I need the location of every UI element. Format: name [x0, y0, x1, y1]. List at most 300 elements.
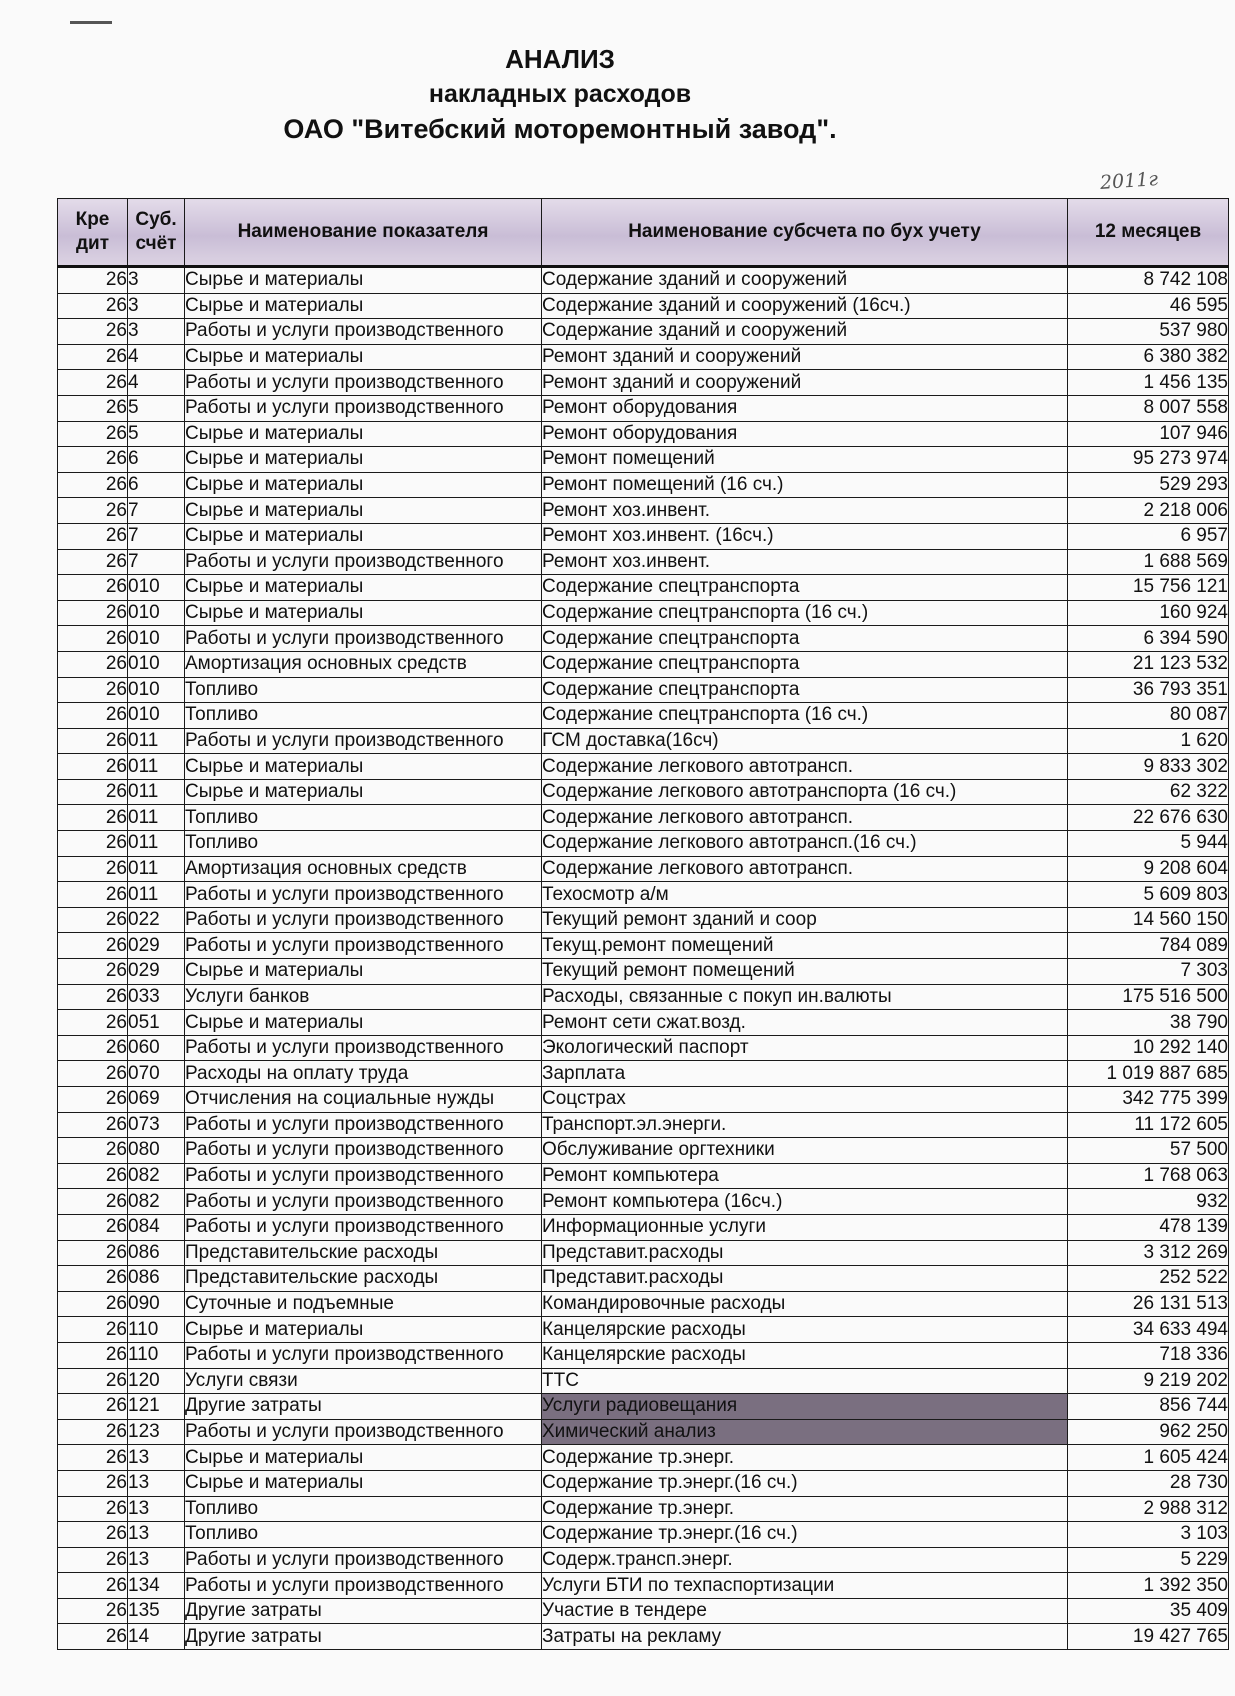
kredit-cell: 26	[58, 1522, 128, 1548]
indicator-cell: Сырье и материалы	[185, 293, 542, 319]
kredit-cell: 26	[58, 1496, 128, 1522]
table-row	[58, 1189, 1229, 1215]
indicator-cell: Другие затраты	[185, 1598, 542, 1624]
amount-cell: 8 007 558	[1068, 395, 1229, 421]
account-name-cell: Экологический паспорт	[542, 1035, 1068, 1061]
sub-account-cell: 5	[128, 395, 185, 421]
indicator-cell: Работы и услуги производственного	[185, 1214, 542, 1240]
amount-cell: 8 742 108	[1068, 267, 1229, 294]
amount-cell: 2 218 006	[1068, 498, 1229, 524]
table-row	[58, 549, 1229, 575]
account-name-cell: Содержание спецтранспорта (16 сч.)	[542, 600, 1068, 626]
sub-account-cell: 080	[128, 1138, 185, 1164]
table-row	[58, 319, 1229, 345]
account-name-cell: Текущ.ремонт помещений	[542, 933, 1068, 959]
table-row	[58, 1035, 1229, 1061]
header-12-months-label: 12 месяцев	[1094, 221, 1202, 242]
account-name-cell: Содержание спецтранспорта	[542, 575, 1068, 601]
kredit-cell: 26	[58, 267, 128, 294]
kredit-cell: 26	[58, 1598, 128, 1624]
account-name-cell: ГСМ доставка(16сч)	[542, 728, 1068, 754]
kredit-cell: 26	[58, 626, 128, 652]
account-name-cell: ТТС	[542, 1368, 1068, 1394]
table-row	[58, 1547, 1229, 1573]
table-row	[58, 677, 1229, 703]
table-row	[58, 1445, 1229, 1471]
table-row	[58, 1368, 1229, 1394]
sub-account-cell: 011	[128, 779, 185, 805]
table-row	[58, 1240, 1229, 1266]
kredit-cell: 26	[58, 754, 128, 780]
table-row	[58, 575, 1229, 601]
sub-account-cell: 033	[128, 984, 185, 1010]
kredit-cell: 26	[58, 984, 128, 1010]
sub-account-cell: 010	[128, 626, 185, 652]
indicator-cell: Работы и услуги производственного	[185, 1112, 542, 1138]
amount-cell: 7 303	[1068, 959, 1229, 985]
account-name-cell: Текущий ремонт помещений	[542, 959, 1068, 985]
amount-cell: 57 500	[1068, 1138, 1229, 1164]
sub-account-cell: 010	[128, 677, 185, 703]
indicator-cell: Сырье и материалы	[185, 447, 542, 473]
kredit-cell: 26	[58, 1010, 128, 1036]
sub-account-cell: 010	[128, 651, 185, 677]
account-name-cell: Содержание легкового автотрансп.	[542, 805, 1068, 831]
indicator-cell: Сырье и материалы	[185, 267, 542, 294]
amount-cell: 718 336	[1068, 1342, 1229, 1368]
indicator-cell: Работы и услуги производственного	[185, 1163, 542, 1189]
table-row	[58, 933, 1229, 959]
account-name-cell: Ремонт зданий и сооружений	[542, 370, 1068, 396]
indicator-cell: Сырье и материалы	[185, 472, 542, 498]
account-name-cell: Ремонт компьютера	[542, 1163, 1068, 1189]
account-name-cell: Информационные услуги	[542, 1214, 1068, 1240]
indicator-cell: Топливо	[185, 677, 542, 703]
account-name-cell: Содержание легкового автотрансп.	[542, 856, 1068, 882]
table-row	[58, 856, 1229, 882]
indicator-cell: Работы и услуги производственного	[185, 319, 542, 345]
indicator-cell: Другие затраты	[185, 1624, 542, 1650]
indicator-cell: Суточные и подъемные	[185, 1291, 542, 1317]
sub-account-cell: 120	[128, 1368, 185, 1394]
amount-cell: 5 229	[1068, 1547, 1229, 1573]
sub-account-cell: 6	[128, 472, 185, 498]
amount-cell: 95 273 974	[1068, 447, 1229, 473]
sub-account-cell: 13	[128, 1522, 185, 1548]
kredit-cell: 26	[58, 523, 128, 549]
table-row	[58, 1214, 1229, 1240]
indicator-cell: Сырье и материалы	[185, 600, 542, 626]
amount-cell: 962 250	[1068, 1419, 1229, 1445]
amount-cell: 342 775 399	[1068, 1087, 1229, 1113]
account-name-cell: Ремонт помещений (16 сч.)	[542, 472, 1068, 498]
kredit-cell: 26	[58, 1317, 128, 1343]
indicator-cell: Сырье и материалы	[185, 498, 542, 524]
account-name-cell: Техосмотр а/м	[542, 882, 1068, 908]
amount-cell: 784 089	[1068, 933, 1229, 959]
kredit-cell: 26	[58, 1573, 128, 1599]
indicator-cell: Сырье и материалы	[185, 421, 542, 447]
indicator-cell: Представительские расходы	[185, 1266, 542, 1292]
amount-cell: 21 123 532	[1068, 651, 1229, 677]
amount-cell: 6 957	[1068, 523, 1229, 549]
amount-cell: 856 744	[1068, 1394, 1229, 1420]
account-name-cell: Канцелярские расходы	[542, 1342, 1068, 1368]
amount-cell: 28 730	[1068, 1470, 1229, 1496]
table-row	[58, 1394, 1229, 1420]
amount-cell: 2 988 312	[1068, 1496, 1229, 1522]
kredit-cell: 26	[58, 856, 128, 882]
account-name-cell: Услуги БТИ по техпаспортизации	[542, 1573, 1068, 1599]
amount-cell: 5 609 803	[1068, 882, 1229, 908]
account-name-cell: Содержание зданий и сооружений	[542, 319, 1068, 345]
sub-account-cell: 090	[128, 1291, 185, 1317]
account-name-cell: Ремонт хоз.инвент.	[542, 549, 1068, 575]
sub-account-cell: 011	[128, 805, 185, 831]
sub-account-cell: 110	[128, 1317, 185, 1343]
table-row	[58, 882, 1229, 908]
title-line-2: накладных расходов	[428, 80, 692, 108]
table-row	[58, 370, 1229, 396]
header-12-months	[1068, 199, 1229, 267]
account-name-cell: Обслуживание оргтехники	[542, 1138, 1068, 1164]
account-name-cell: Представит.расходы	[542, 1266, 1068, 1292]
account-name-cell: Соцстрах	[542, 1087, 1068, 1113]
table-row	[58, 1598, 1229, 1624]
account-name-cell: Ремонт зданий и сооружений	[542, 344, 1068, 370]
account-name-cell: Содержание тр.энерг.	[542, 1445, 1068, 1471]
header-kredit-label: Кре дит	[75, 209, 110, 254]
account-name-cell: Текущий ремонт зданий и соор	[542, 907, 1068, 933]
account-name-cell: Ремонт компьютера (16сч.)	[542, 1189, 1068, 1215]
table-row	[58, 779, 1229, 805]
amount-cell: 5 944	[1068, 831, 1229, 857]
sub-account-cell: 7	[128, 498, 185, 524]
amount-cell: 38 790	[1068, 1010, 1229, 1036]
amount-cell: 175 516 500	[1068, 984, 1229, 1010]
account-name-cell: Ремонт сети сжат.возд.	[542, 1010, 1068, 1036]
sub-account-cell: 13	[128, 1547, 185, 1573]
account-name-cell: Содержание тр.энерг.	[542, 1496, 1068, 1522]
indicator-cell: Работы и услуги производственного	[185, 1035, 542, 1061]
amount-cell: 46 595	[1068, 293, 1229, 319]
amount-cell: 15 756 121	[1068, 575, 1229, 601]
indicator-cell: Работы и услуги производственного	[185, 728, 542, 754]
indicator-cell: Работы и услуги производственного	[185, 370, 542, 396]
indicator-cell: Работы и услуги производственного	[185, 1342, 542, 1368]
table-header-row	[58, 199, 1229, 267]
indicator-cell: Сырье и материалы	[185, 1470, 542, 1496]
kredit-cell: 26	[58, 677, 128, 703]
header-sub-account-label: Суб. счёт	[135, 209, 177, 254]
kredit-cell: 26	[58, 549, 128, 575]
sub-account-cell: 022	[128, 907, 185, 933]
kredit-cell: 26	[58, 370, 128, 396]
table-row	[58, 831, 1229, 857]
sub-account-cell: 3	[128, 319, 185, 345]
scan-mark	[70, 21, 112, 24]
kredit-cell: 26	[58, 472, 128, 498]
indicator-cell: Работы и услуги производственного	[185, 882, 542, 908]
account-name-cell: Расходы, связанные с покуп ин.валюты	[542, 984, 1068, 1010]
indicator-cell: Работы и услуги производственного	[185, 1547, 542, 1573]
account-name-cell: Содержание спецтранспорта	[542, 651, 1068, 677]
amount-cell: 34 633 494	[1068, 1317, 1229, 1343]
kredit-cell: 26	[58, 703, 128, 729]
kredit-cell: 26	[58, 1163, 128, 1189]
sub-account-cell: 011	[128, 754, 185, 780]
sub-account-cell: 029	[128, 959, 185, 985]
amount-cell: 1 392 350	[1068, 1573, 1229, 1599]
kredit-cell: 26	[58, 1368, 128, 1394]
indicator-cell: Сырье и материалы	[185, 779, 542, 805]
amount-cell: 19 427 765	[1068, 1624, 1229, 1650]
sub-account-cell: 011	[128, 728, 185, 754]
account-name-cell: Услуги радиовещания	[542, 1394, 1068, 1420]
amount-cell: 1 605 424	[1068, 1445, 1229, 1471]
indicator-cell: Работы и услуги производственного	[185, 1419, 542, 1445]
amount-cell: 529 293	[1068, 472, 1229, 498]
kredit-cell: 26	[58, 882, 128, 908]
kredit-cell: 26	[58, 293, 128, 319]
kredit-cell: 26	[58, 1445, 128, 1471]
sub-account-cell: 6	[128, 447, 185, 473]
account-name-cell: Содержание зданий и сооружений	[542, 267, 1068, 294]
amount-cell: 478 139	[1068, 1214, 1229, 1240]
account-name-cell: Ремонт хоз.инвент. (16сч.)	[542, 523, 1068, 549]
indicator-cell: Услуги банков	[185, 984, 542, 1010]
amount-cell: 252 522	[1068, 1266, 1229, 1292]
table-row	[58, 1138, 1229, 1164]
indicator-cell: Представительские расходы	[185, 1240, 542, 1266]
table-row	[58, 1470, 1229, 1496]
amount-cell: 22 676 630	[1068, 805, 1229, 831]
indicator-cell: Расходы на оплату труда	[185, 1061, 542, 1087]
table-row	[58, 703, 1229, 729]
indicator-cell: Топливо	[185, 831, 542, 857]
amount-cell: 9 219 202	[1068, 1368, 1229, 1394]
sub-account-cell: 084	[128, 1214, 185, 1240]
sub-account-cell: 069	[128, 1087, 185, 1113]
sub-account-cell: 14	[128, 1624, 185, 1650]
sub-account-cell: 010	[128, 575, 185, 601]
kredit-cell: 26	[58, 1035, 128, 1061]
title-line-3: ОАО "Витебский моторемонтный завод".	[283, 114, 837, 144]
kredit-cell: 26	[58, 933, 128, 959]
table-row	[58, 984, 1229, 1010]
sub-account-cell: 135	[128, 1598, 185, 1624]
sub-account-cell: 7	[128, 523, 185, 549]
amount-cell: 35 409	[1068, 1598, 1229, 1624]
kredit-cell: 26	[58, 1087, 128, 1113]
indicator-cell: Работы и услуги производственного	[185, 1573, 542, 1599]
table-row	[58, 421, 1229, 447]
sub-account-cell: 011	[128, 856, 185, 882]
header-account-name	[542, 199, 1068, 267]
account-name-cell: Ремонт оборудования	[542, 421, 1068, 447]
amount-cell: 1 019 887 685	[1068, 1061, 1229, 1087]
header-kredit	[58, 199, 128, 267]
header-account-name-label: Наименование субсчета по бух учету	[628, 221, 981, 242]
sub-account-cell: 070	[128, 1061, 185, 1087]
kredit-cell: 26	[58, 1547, 128, 1573]
kredit-cell: 26	[58, 779, 128, 805]
sub-account-cell: 011	[128, 831, 185, 857]
table-row	[58, 1163, 1229, 1189]
header-sub-account	[128, 199, 185, 267]
indicator-cell: Отчисления на социальные нужды	[185, 1087, 542, 1113]
kredit-cell: 26	[58, 1240, 128, 1266]
table-row	[58, 1419, 1229, 1445]
table-row	[58, 1061, 1229, 1087]
kredit-cell: 26	[58, 831, 128, 857]
table-row	[58, 395, 1229, 421]
account-name-cell: Участие в тендере	[542, 1598, 1068, 1624]
sub-account-cell: 123	[128, 1419, 185, 1445]
account-name-cell: Содержание легкового автотранспорта (16 сч.)	[542, 779, 1068, 805]
account-name-cell: Содержание легкового автотрансп.	[542, 754, 1068, 780]
table-row	[58, 907, 1229, 933]
sub-account-cell: 011	[128, 882, 185, 908]
indicator-cell: Топливо	[185, 805, 542, 831]
account-name-cell: Содержание тр.энерг.(16 сч.)	[542, 1522, 1068, 1548]
sub-account-cell: 121	[128, 1394, 185, 1420]
header-indicator-label: Наименование показателя	[237, 221, 489, 242]
indicator-cell: Сырье и материалы	[185, 575, 542, 601]
sub-account-cell: 134	[128, 1573, 185, 1599]
amount-cell: 3 312 269	[1068, 1240, 1229, 1266]
kredit-cell: 26	[58, 1470, 128, 1496]
indicator-cell: Сырье и материалы	[185, 1445, 542, 1471]
table-row	[58, 472, 1229, 498]
amount-cell: 9 208 604	[1068, 856, 1229, 882]
table-row	[58, 498, 1229, 524]
table-row	[58, 447, 1229, 473]
amount-cell: 537 980	[1068, 319, 1229, 345]
table-row	[58, 1317, 1229, 1343]
amount-cell: 3 103	[1068, 1522, 1229, 1548]
account-name-cell: Зарплата	[542, 1061, 1068, 1087]
amount-cell: 9 833 302	[1068, 754, 1229, 780]
indicator-cell: Другие затраты	[185, 1394, 542, 1420]
table-row	[58, 267, 1229, 294]
kredit-cell: 26	[58, 728, 128, 754]
indicator-cell: Услуги связи	[185, 1368, 542, 1394]
account-name-cell: Канцелярские расходы	[542, 1317, 1068, 1343]
kredit-cell: 26	[58, 1266, 128, 1292]
sub-account-cell: 029	[128, 933, 185, 959]
table-row	[58, 754, 1229, 780]
table-row	[58, 728, 1229, 754]
amount-cell: 6 380 382	[1068, 344, 1229, 370]
table-row	[58, 1112, 1229, 1138]
table-row	[58, 626, 1229, 652]
sub-account-cell: 13	[128, 1496, 185, 1522]
indicator-cell: Сырье и материалы	[185, 1317, 542, 1343]
table-body	[58, 267, 1229, 1650]
table-row	[58, 600, 1229, 626]
kredit-cell: 26	[58, 1112, 128, 1138]
indicator-cell: Работы и услуги производственного	[185, 1138, 542, 1164]
indicator-cell: Амортизация основных средств	[185, 651, 542, 677]
sub-account-cell: 073	[128, 1112, 185, 1138]
table-row	[58, 1010, 1229, 1036]
handwritten-year-note: 2011г	[1099, 168, 1159, 194]
sub-account-cell: 13	[128, 1470, 185, 1496]
sub-account-cell: 060	[128, 1035, 185, 1061]
header-indicator	[185, 199, 542, 267]
sub-account-cell: 5	[128, 421, 185, 447]
amount-cell: 62 322	[1068, 779, 1229, 805]
indicator-cell: Работы и услуги производственного	[185, 549, 542, 575]
sub-account-cell: 3	[128, 293, 185, 319]
table-row	[58, 1291, 1229, 1317]
amount-cell: 932	[1068, 1189, 1229, 1215]
account-name-cell: Содержание легкового автотрансп.(16 сч.)	[542, 831, 1068, 857]
sub-account-cell: 082	[128, 1189, 185, 1215]
kredit-cell: 26	[58, 1394, 128, 1420]
table-row	[58, 805, 1229, 831]
overhead-expenses-table	[57, 198, 1229, 1650]
account-name-cell: Ремонт оборудования	[542, 395, 1068, 421]
sub-account-cell: 4	[128, 370, 185, 396]
amount-cell: 14 560 150	[1068, 907, 1229, 933]
kredit-cell: 26	[58, 959, 128, 985]
amount-cell: 107 946	[1068, 421, 1229, 447]
indicator-cell: Сырье и материалы	[185, 754, 542, 780]
kredit-cell: 26	[58, 600, 128, 626]
account-name-cell: Содерж.трансп.энерг.	[542, 1547, 1068, 1573]
account-name-cell: Содержание спецтранспорта (16 сч.)	[542, 703, 1068, 729]
kredit-cell: 26	[58, 1189, 128, 1215]
sub-account-cell: 3	[128, 267, 185, 294]
amount-cell: 6 394 590	[1068, 626, 1229, 652]
kredit-cell: 26	[58, 1214, 128, 1240]
table-row	[58, 523, 1229, 549]
table-row	[58, 1087, 1229, 1113]
table-row	[58, 1266, 1229, 1292]
indicator-cell: Топливо	[185, 703, 542, 729]
amount-cell: 1 688 569	[1068, 549, 1229, 575]
sub-account-cell: 110	[128, 1342, 185, 1368]
amount-cell: 1 620	[1068, 728, 1229, 754]
kredit-cell: 26	[58, 805, 128, 831]
amount-cell: 11 172 605	[1068, 1112, 1229, 1138]
amount-cell: 1 456 135	[1068, 370, 1229, 396]
kredit-cell: 26	[58, 907, 128, 933]
indicator-cell: Работы и услуги производственного	[185, 907, 542, 933]
sub-account-cell: 051	[128, 1010, 185, 1036]
table-row	[58, 1573, 1229, 1599]
kredit-cell: 26	[58, 1419, 128, 1445]
table-row	[58, 344, 1229, 370]
indicator-cell: Топливо	[185, 1522, 542, 1548]
account-name-cell: Затраты на рекламу	[542, 1624, 1068, 1650]
kredit-cell: 26	[58, 1061, 128, 1087]
account-name-cell: Ремонт помещений	[542, 447, 1068, 473]
table-row	[58, 1624, 1229, 1650]
indicator-cell: Работы и услуги производственного	[185, 626, 542, 652]
indicator-cell: Сырье и материалы	[185, 344, 542, 370]
amount-cell: 10 292 140	[1068, 1035, 1229, 1061]
kredit-cell: 26	[58, 1291, 128, 1317]
account-name-cell: Содержание тр.энерг.(16 сч.)	[542, 1470, 1068, 1496]
account-name-cell: Командировочные расходы	[542, 1291, 1068, 1317]
document-title-block	[0, 42, 1120, 147]
kredit-cell: 26	[58, 1342, 128, 1368]
indicator-cell: Работы и услуги производственного	[185, 1189, 542, 1215]
kredit-cell: 26	[58, 498, 128, 524]
